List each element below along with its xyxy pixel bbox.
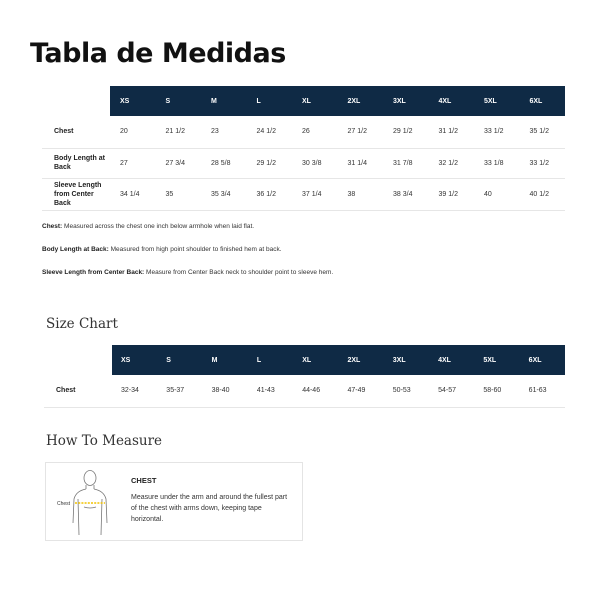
table-row (42, 116, 565, 148)
table-cell: 30 3/8 (292, 148, 338, 178)
table-cell: 33 1/8 (474, 148, 520, 178)
table-cell: 41-43 (248, 375, 293, 407)
table-cell: 29 1/2 (383, 116, 429, 148)
table-cell: 35 3/4 (201, 178, 247, 210)
table-row (42, 148, 565, 178)
table-cell: 61-63 (520, 375, 565, 407)
size-header: 2XL (338, 345, 383, 375)
table-cell: 40 1/2 (520, 178, 566, 210)
size-header: 6XL (520, 86, 566, 116)
size-header: S (157, 345, 202, 375)
table-cell: 38 (338, 178, 384, 210)
measurements-table (42, 86, 565, 211)
table-cell: 28 5/8 (201, 148, 247, 178)
measure-heading: CHEST (131, 476, 157, 485)
note-body-length: Body Length at Back: Measured from high point shoulder to finished hem at back. (42, 246, 282, 253)
table-corner (42, 86, 110, 116)
table-cell: 33 1/2 (520, 148, 566, 178)
table-cell: 58-60 (474, 375, 519, 407)
table-cell: 31 1/2 (429, 116, 475, 148)
table-cell: 37 1/4 (292, 178, 338, 210)
table-row (44, 375, 565, 407)
size-header: XS (112, 345, 157, 375)
size-chart-title: Size Chart (46, 316, 118, 332)
size-header: L (248, 345, 293, 375)
size-header: 4XL (429, 345, 474, 375)
table-cell: 50-53 (384, 375, 429, 407)
size-header: XL (292, 86, 338, 116)
table-header-row (44, 345, 565, 375)
table-cell: 35 (156, 178, 202, 210)
table-row (42, 178, 565, 210)
table-cell: 31 1/4 (338, 148, 384, 178)
table-cell: 23 (201, 116, 247, 148)
table-cell: 20 (110, 116, 156, 148)
size-header: 5XL (474, 86, 520, 116)
table-header-row (42, 86, 565, 116)
row-label: Chest (42, 116, 110, 148)
table-cell: 24 1/2 (247, 116, 293, 148)
row-label: Sleeve Length from Center Back (42, 178, 110, 210)
table-cell: 39 1/2 (429, 178, 475, 210)
size-header: S (156, 86, 202, 116)
size-header: 3XL (383, 86, 429, 116)
table-cell: 40 (474, 178, 520, 210)
table-cell: 35-37 (157, 375, 202, 407)
table-cell: 27 (110, 148, 156, 178)
table-cell: 26 (292, 116, 338, 148)
measure-description: Measure under the arm and around the fullest part of the chest with arms down, keeping tape horizontal. (131, 494, 288, 523)
table-cell: 31 7/8 (383, 148, 429, 178)
page-title: Tabla de Medidas (30, 38, 286, 69)
size-header: L (247, 86, 293, 116)
table-cell: 54-57 (429, 375, 474, 407)
note-sleeve-length: Sleeve Length from Center Back: Measure from Center Back neck to shoulder point to sleeve hem. (42, 269, 334, 276)
table-cell: 27 1/2 (338, 116, 384, 148)
how-to-measure-title: How To Measure (46, 433, 163, 449)
size-header: M (203, 345, 248, 375)
figure-chest-label: Chest (57, 501, 71, 507)
table-cell: 47-49 (338, 375, 383, 407)
table-cell: 32 1/2 (429, 148, 475, 178)
table-cell: 38 3/4 (383, 178, 429, 210)
table-cell: 32-34 (112, 375, 157, 407)
table-cell: 29 1/2 (247, 148, 293, 178)
body-outline-illustration (56, 467, 116, 537)
size-header: M (201, 86, 247, 116)
size-header: 2XL (338, 86, 384, 116)
table-cell: 34 1/4 (110, 178, 156, 210)
size-chart-table (44, 345, 565, 408)
table-cell: 36 1/2 (247, 178, 293, 210)
size-header: XL (293, 345, 338, 375)
row-label: Body Length at Back (42, 148, 110, 178)
table-cell: 21 1/2 (156, 116, 202, 148)
table-cell: 44-46 (293, 375, 338, 407)
note-chest: Chest: Measured across the chest one inch below armhole when laid flat. (42, 223, 255, 230)
size-header: 6XL (520, 345, 565, 375)
measure-card (45, 462, 303, 541)
table-cell: 35 1/2 (520, 116, 566, 148)
size-header: XS (110, 86, 156, 116)
row-label: Chest (44, 375, 112, 407)
table-cell: 38-40 (203, 375, 248, 407)
table-cell: 27 3/4 (156, 148, 202, 178)
table-corner (44, 345, 112, 375)
size-header: 5XL (474, 345, 519, 375)
table-cell: 33 1/2 (474, 116, 520, 148)
size-header: 4XL (429, 86, 475, 116)
size-header: 3XL (384, 345, 429, 375)
